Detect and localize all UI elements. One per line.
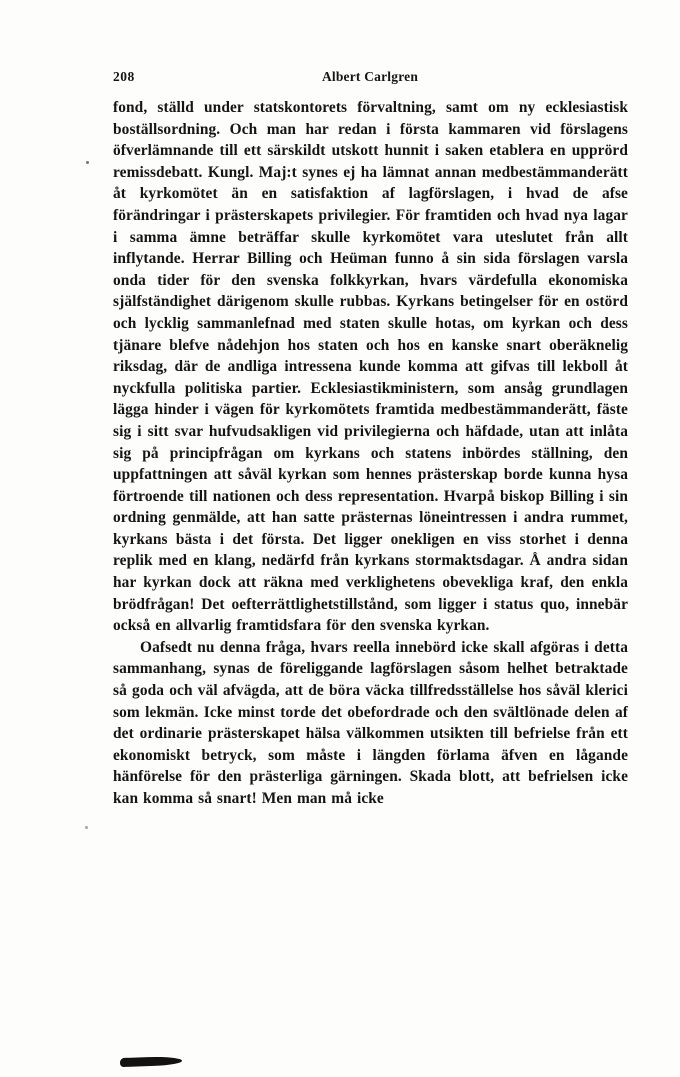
scan-artifact-smudge — [120, 1056, 182, 1067]
paragraph-continuation: fond, ställd under statskontorets förvaltning, samt om ny ecklesiastisk boställsordning. Och man har redan i första kammaren vid förslagens öfverlämnande till ett särskildt utskott hunnit i saken etablera en upprörd remissdebatt. Kungl. Maj:t synes ej ha lämnat annan medbestämmanderätt åt kyrkomötet än en satisfaktion af lagförslagen, i hvad de afse förändringar i prästerskapets privilegier. För framtiden och hvad nya lagar i samma ämne beträffar skulle kyrkomötet vara uteslutet från allt inflytande. Herrar Billing och Heüman funno å sin sida förslagen varsla onda tider för den svenska folkkyrkan, hvars värdefulla ekonomiska själfständighet därigenom skulle rubbas. Kyrkans betingelser för en ostörd och lycklig sammanlefnad med staten skulle hotas, om kyrkan och dess tjänare blefve nådehjon hos staten och hos en kanske snart oberäknelig riksdag, där de andliga intressena kunde komma att gifvas till lekboll åt nyckfulla politiska partier. Ecklesiastikministern, som ansåg grundlagen lägga hinder i vägen för kyrkomötets framtida medbestämmanderätt, fäste sig i sitt svar hufvudsakligen vid privilegierna och häfdade, utan att inlåta sig på principfrågan om kyrkans och statens inbördes ställning, den uppfattningen att såväl kyrkan som hennes prästerskap borde kunna hysa förtroende till nationen och dess representation. Hvarpå biskop Billing i sin ordning genmälde, att han satte prästernas löneintressen i andra rummet, kyrkans bästa i det första. Det ligger onekligen en viss storhet i denna replik med en klang, nedärfd från kyrkans stormaktsdagar. Å andra sidan har kyrkan dock att räkna med verklighetens obevekliga kraf, den enkla brödfrågan! Det oefterrättlighetstillstånd, som ligger i status quo, innebär också en allvarlig framtidsfara för den svenska kyrkan. — [113, 99, 628, 635]
page-body — [113, 97, 628, 810]
page-header — [113, 69, 627, 87]
scan-artifact-dot — [86, 161, 89, 164]
page-number: 208 — [113, 69, 135, 84]
running-head: Albert Carlgren — [321, 69, 419, 84]
paragraph: Oafsedt nu denna fråga, hvars reella innebörd icke skall afgöras i detta sammanhang, synas de föreliggande lagförslagen såsom helhet betraktade så goda och väl afvägda, att de böra väcka tillfredsställelse hos såväl klerici som lekmän. Icke minst torde det obefordrade och den svältlönade delen af det ordinarie prästerskapet hälsa välkommen utsikten till befrielse från ett ekonomiskt betryck, som måste i längden förlama äfven en lågande hänförelse för den prästerliga gärningen. Skada blott, att befrielsen icke kan komma så snart! Men man må icke — [113, 638, 628, 807]
scan-artifact-dot — [85, 826, 88, 829]
